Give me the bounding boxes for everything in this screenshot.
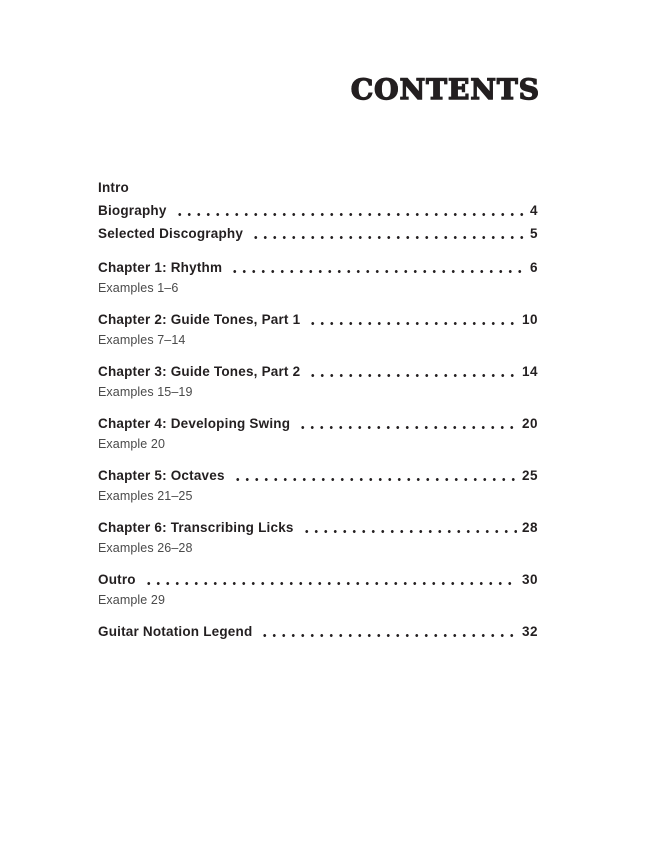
toc-entry-examples: Examples 15–19 <box>98 385 193 399</box>
toc-entry-page: 20 <box>521 416 538 431</box>
toc-entry-page: 32 <box>521 624 538 639</box>
toc-entry <box>98 360 538 401</box>
toc-entry-label: Chapter 6: Transcribing Licks <box>98 520 294 535</box>
toc-entry-page: 6 <box>529 260 538 275</box>
dot-leader <box>232 478 517 481</box>
toc-entry <box>98 516 538 557</box>
toc-entry <box>98 222 538 245</box>
toc-entry <box>98 176 538 199</box>
toc-entry <box>98 568 538 609</box>
toc-entry-examples: Examples 1–6 <box>98 281 179 295</box>
toc-entry-row <box>98 199 538 222</box>
toc-entry-page: 14 <box>521 364 538 379</box>
toc-entry-row <box>98 360 538 383</box>
toc-entry-row <box>98 516 538 539</box>
toc-entry <box>98 256 538 297</box>
toc-entry-row <box>98 620 538 643</box>
toc-entry-page: 30 <box>521 572 538 587</box>
dot-leader <box>307 322 517 325</box>
toc-entry-page: 10 <box>521 312 538 327</box>
toc-entry <box>98 464 538 505</box>
toc-entry-row <box>98 568 538 591</box>
toc-entry-label: Chapter 5: Octaves <box>98 468 225 483</box>
toc-entry-page: 5 <box>529 226 538 241</box>
toc-entry-label: Intro <box>98 180 129 195</box>
dot-leader <box>297 426 517 429</box>
dot-leader <box>250 236 525 239</box>
toc-entry-examples: Examples 7–14 <box>98 333 186 347</box>
toc-entry <box>98 199 538 222</box>
toc-entry-page: 4 <box>529 203 538 218</box>
toc-entry-row <box>98 256 538 279</box>
toc-entry-row <box>98 308 538 331</box>
toc-entry-label: Outro <box>98 572 136 587</box>
toc-entry-label: Selected Discography <box>98 226 244 241</box>
page-title: CONTENTS <box>350 73 540 106</box>
toc-list <box>98 176 538 643</box>
toc-entry-label: Chapter 4: Developing Swing <box>98 416 291 431</box>
toc-entry <box>98 412 538 453</box>
toc-entry-examples: Examples 26–28 <box>98 541 193 555</box>
toc-entry-examples: Example 20 <box>98 437 166 451</box>
toc-entry-label: Chapter 3: Guide Tones, Part 2 <box>98 364 301 379</box>
toc-entry-row <box>98 222 538 245</box>
toc-entry-label: Guitar Notation Legend <box>98 624 253 639</box>
dot-leader <box>143 582 517 585</box>
toc-entry-label: Chapter 1: Rhythm <box>98 260 223 275</box>
dot-leader <box>229 270 525 273</box>
toc-entry-row <box>98 176 538 199</box>
dot-leader <box>174 213 525 216</box>
toc-entry <box>98 308 538 349</box>
toc-entry <box>98 620 538 643</box>
toc-entry-page: 25 <box>521 468 538 483</box>
toc-entry-label: Chapter 2: Guide Tones, Part 1 <box>98 312 301 327</box>
toc-entry-examples: Example 29 <box>98 593 166 607</box>
toc-entry-examples: Examples 21–25 <box>98 489 193 503</box>
dot-leader <box>307 374 517 377</box>
toc-entry-row <box>98 464 538 487</box>
toc-entry-row <box>98 412 538 435</box>
toc-entry-label: Biography <box>98 203 167 218</box>
toc-entry-page: 28 <box>521 520 538 535</box>
dot-leader <box>301 530 517 533</box>
dot-leader <box>259 634 517 637</box>
